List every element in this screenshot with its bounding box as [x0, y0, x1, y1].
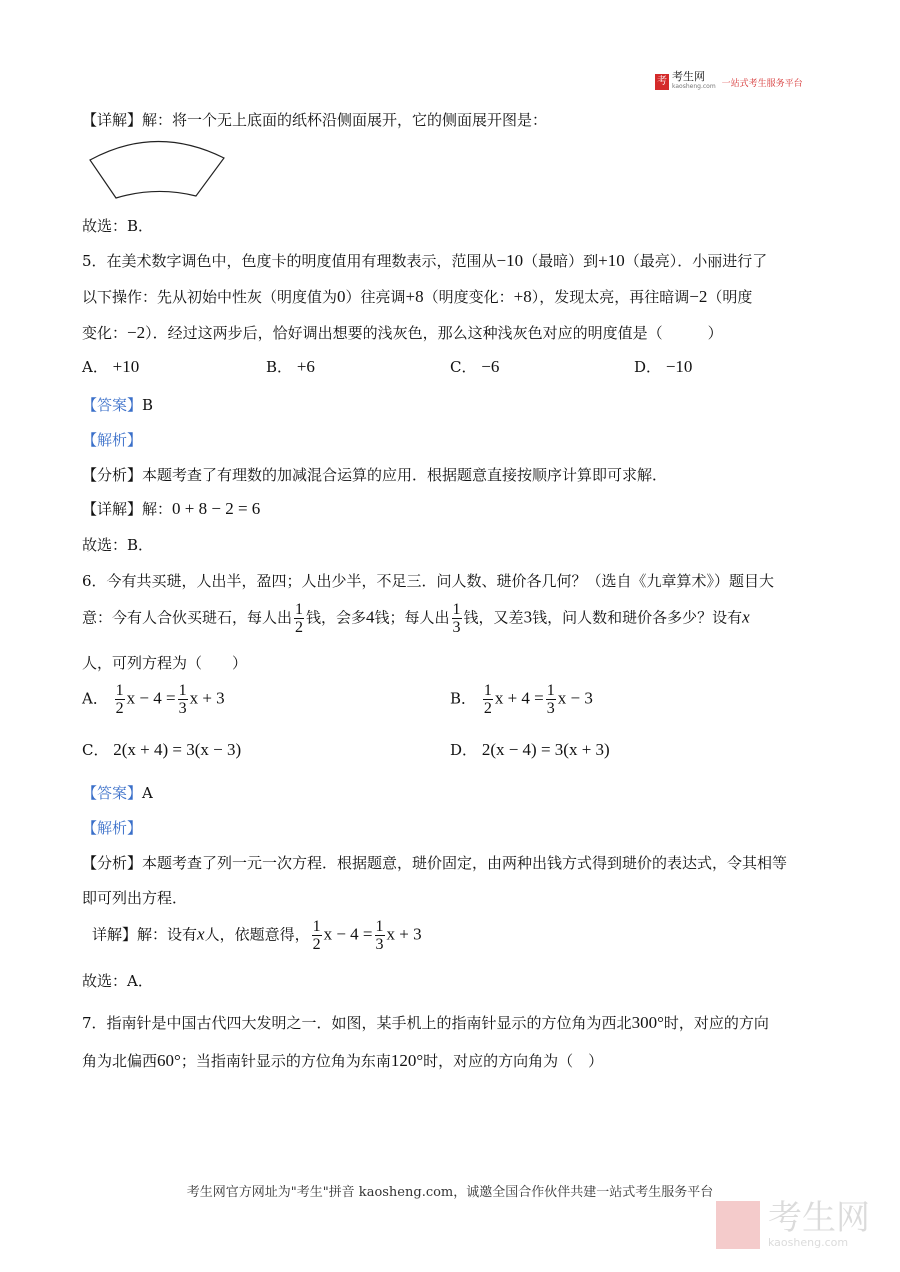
q6-option-d: D． 2(x − 4) = 3(x + 3) — [450, 740, 610, 759]
logo-icon: 考 — [655, 74, 669, 90]
q5-detail: 【详解】解：0 + 8 − 2 = 6 — [82, 499, 261, 518]
watermark: 考生网 kaosheng.com — [716, 1200, 870, 1249]
sector-shape — [90, 141, 224, 198]
q5-analysis-tag: 【解析】 — [82, 431, 143, 449]
q5-line3: 变化：−2）．经过这两步后，恰好调出想要的浅灰色，那么这种浅灰色对应的明度值是（ ） — [82, 323, 723, 342]
header-logo — [655, 72, 803, 92]
q5-analysis: 【分析】本题考查了有理数的加减混合运算的应用．根据题意直接按顺序计算即可求解． — [82, 466, 668, 484]
q5-option-a: A． +10 — [82, 357, 140, 376]
q5-choice: 故选：B． — [82, 536, 154, 554]
q7-line2: 角为北偏西60°；当指南针显示的方位角为东南120°时，对应的方向角为（ ） — [82, 1051, 604, 1070]
q5-option-d: D． −10 — [634, 357, 693, 376]
q5-answer: 【答案】B — [82, 396, 154, 414]
q5-option-c: C． −6 — [450, 357, 500, 376]
q6-option-a: A． $\frac{1}{2}$ x − 4 = $\frac{1}{3}$ x + 3 — [82, 682, 225, 717]
fraction-third: $\frac{1}{3}$ — [452, 601, 461, 636]
q5-line1: 5．在美术数字调色中，色度卡的明度值用有理数表示，范围从−10（最暗）到+10（最亮）．小丽进行了 — [82, 251, 768, 270]
q6-line2: 意：今有人合伙买琎石，每人出 $\frac{1}{2}$ 钱，会多4钱；每人出 $\frac{1}{3}$ 钱，又差3钱，问人数和琎价各多少？设有x — [82, 601, 750, 636]
q6-detail: 详解】解：设有x人，依题意得， $\frac{1}{2}$ x − 4 = $\frac{1}{3}$ x + 3 — [92, 918, 422, 953]
page-footer: 考生网官方网址为"考生"拼音 kaosheng.com，诚邀全国合作伙伴共建一站式考生服务平台 — [186, 1185, 714, 1200]
watermark-logo-icon — [716, 1201, 760, 1249]
q6-line3: 人，可列方程为（ ） — [82, 654, 248, 672]
q4-choice: 故选：B． — [82, 217, 154, 235]
q6-option-c: C． 2(x + 4) = 3(x − 3) — [82, 740, 242, 759]
q6-answer: 【答案】A — [82, 784, 153, 802]
sector-diagram — [86, 140, 230, 202]
q6-analysis-line2: 即可列出方程． — [82, 889, 188, 907]
q6-choice: 故选：A． — [82, 972, 153, 990]
q7-line1: 7．指南针是中国古代四大发明之一．如图，某手机上的指南针显示的方位角为西北300°时，对应的方向 — [82, 1013, 769, 1032]
q6-analysis-tag: 【解析】 — [82, 819, 143, 837]
q6-line1: 6．今有共买琎，人出半，盈四；人出少半，不足三．问人数、琎价各几何？（选自《九章算术》）题目大 — [82, 572, 775, 590]
q5-line2: 以下操作：先从初始中性灰（明度值为0）往亮调+8（明度变化：+8），发现太亮，再往暗调−2（明度 — [82, 287, 753, 306]
logo-slogan: 一站式考生服务平台 — [721, 78, 803, 89]
q6-analysis-line1: 【分析】本题考查了列一元一次方程．根据题意，琎价固定，由两种出钱方式得到琎价的表达式，令其相等 — [82, 854, 788, 872]
logo-name: 考生网 kaosheng.com — [672, 70, 716, 90]
q5-option-b: B． +6 — [266, 357, 315, 376]
q6-option-b: B． $\frac{1}{2}$ x + 4 = $\frac{1}{3}$ x − 3 — [450, 682, 593, 717]
fraction-half: $\frac{1}{2}$ — [295, 601, 304, 636]
q4-detail: 【详解】解：将一个无上底面的纸杯沿侧面展开，它的侧面展开图是： — [82, 111, 548, 129]
